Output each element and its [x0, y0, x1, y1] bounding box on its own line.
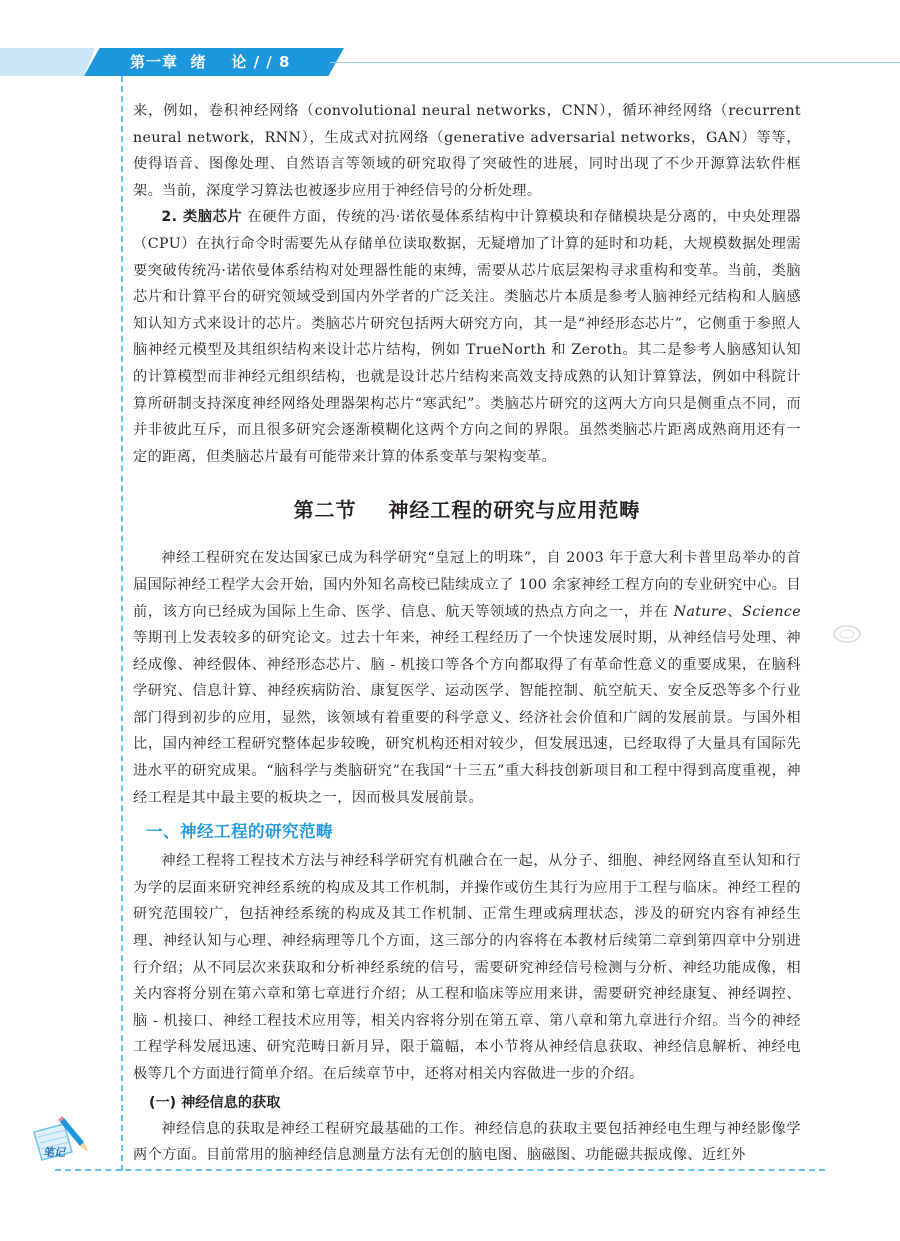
chapter-header — [0, 48, 900, 76]
paragraph-text-part: 神经工程研究在发达国家已成为科学研究“皇冠上的明珠”，自 2003 年于意大利卡普里岛举办的首届国际神经工程学大会开始，国内外知名高校已陆续成立了 100 余家神经工程方向的专业研究中心。目前，该方向已经成为国际上生命、医学、信息、航天等领域的热点方向之一，并在 — [133, 550, 801, 620]
header-band-light — [0, 48, 95, 76]
paragraph-research-scope: 神经工程将工程技术方法与神经科学研究有机融合在一起，从分子、细胞、神经网络直至认知和行为学的层面来研究神经系统的构成及其工作机制，并操作或仿生其行为应用于工程与临床。神经工程的研究范围较广，包括神经系统的构成及其工作机制、正常生理或病理状态，涉及的研究内容有神经生理、神经认知与心理、神经病理等几个方面，这三部分的内容将在本教材后续第二章到第四章中分别进行介绍；从不同层次来获取和分析神经系统的信号，需要研究神经信号检测与分析、神经功能成像，相关内容将分别在第六章和第七章进行介绍；从工程和临床等应用来讲，需要研究神经康复、神经调控、脑 - 机接口、神经工程技术应用等，相关内容将分别在第五章、第八章和第九章进行介绍。当今的神经工程学科发展迅速、研究范畴日新月异，限于篇幅，本小节将从神经信息获取、神经信息解析、神经电极等几个方面进行简单介绍。在后续章节中，还将对相关内容做进一步的介绍。 — [133, 853, 801, 1082]
notes-pencil-icon — [28, 1112, 92, 1168]
paragraph-lead: 2. 类脑芯片 — [161, 209, 243, 226]
paragraph-deep-learning: 来，例如，卷积神经网络（convolutional neural networks，CNN），循环神经网络（recurrent neural network，RNN），生成式对抗网络（generative adversarial networks，GAN）等等，使得语音、图像处理、自然语言等领域的研究取得了突破性的进展，同时出现了不少开源算法软件框架。当前，深度学习算法也被逐步应用于神经信号的分析处理。 — [133, 103, 801, 199]
subheading-information-acquisition: (一) 神经信息的获取 — [149, 1094, 281, 1111]
journal-name-science: Science — [742, 603, 802, 620]
paragraph-brain-chips — [133, 204, 801, 470]
chapter-title: 第一章 绪 论 — [130, 53, 248, 71]
paragraph-text-part: 等期刊上发表较多的研究论文。过去十年来，神经工程经历了一个快速发展时期，从神经信号处理、神经成像、神经假体、神经形态芯片、脑 - 机接口等各个方向都取得了有革命性意义的重要成果，在脑科学研究、信息计算、神经疾病防治、康复医学、运动医学、智能控制、航空航天、安全反恐等多个行业部门得到初步的应用，显然，该领域有着重要的科学意义、经济社会价值和广阔的发展前景。与国外相比，国内神经工程研究整体起步较晚，研究机构还相对较少，但发展迅速，已经取得了大量具有国际先进水平的研究成果。“脑科学与类脑研究”在我国“十三五”重大科技创新项目和工程中得到高度重视，神经工程是其中最主要的板块之一，因而极具发展前景。 — [133, 630, 801, 806]
paragraph-information-acquisition: 神经信息的获取是神经工程研究最基础的工作。神经信息的获取主要包括神经电生理与神经影像学两个方面。目前常用的脑神经信息测量方法有无创的脑电图、脑磁图、功能磁共振成像、近红外 — [133, 1120, 801, 1164]
section-title: 第二节 神经工程的研究与应用范畴 — [293, 498, 641, 523]
paragraph-text-part: 、 — [726, 603, 743, 620]
page-body — [133, 98, 801, 1169]
running-head — [130, 48, 290, 76]
journal-name-nature: Nature — [673, 603, 727, 620]
margin-dashed-line — [121, 76, 123, 1171]
page-number: 8 — [279, 53, 291, 71]
notes-label: 笔记 — [43, 1146, 65, 1159]
bottom-dashed-line — [55, 1169, 825, 1171]
header-rule — [330, 62, 900, 63]
subheading-research-scope: 一、神经工程的研究范畴 — [146, 822, 333, 842]
header-separator: / / — [253, 53, 273, 71]
paragraph-neural-engineering-intro — [133, 545, 801, 811]
paragraph-brain-chips-text: 在硬件方面，传统的冯·诺依曼体系结构中计算模块和存储模块是分离的，中央处理器（CPU）在执行命令时需要先从存储单位读取数据，无疑增加了计算的延时和功耗，大规模数据处理需要突破传统冯·诺依曼体系结构对处理器性能的束缚，需要从芯片底层架构寻求重构和变革。当前，类脑芯片和计算平台的研究领域受到国内外学者的广泛关注。类脑芯片本质是参考人脑神经元结构和人脑感知认知方式来设计的芯片。类脑芯片研究包括两大研究方向，其一是“神经形态芯片”，它侧重于参照人脑神经元模型及其组织结构来设计芯片结构，例如 TrueNorth 和 Zeroth。其二是参考人脑感知认知的计算模型而非神经元组织结构，也就是设计芯片结构来高效支持成熟的认知计算算法，例如中科院计算所研制支持深度神经网络处理器架构芯片“寒武纪”。类脑芯片研究的这两大方向只是侧重点不同，而并非彼此互斥，而且很多研究会逐渐模糊化这两个方向之间的界限。虽然类脑芯片距离成熟商用还有一定的距离，但类脑芯片最有可能带来计算的体系变革与架构变革。 — [133, 209, 801, 465]
watermark-logo-icon — [832, 623, 862, 645]
